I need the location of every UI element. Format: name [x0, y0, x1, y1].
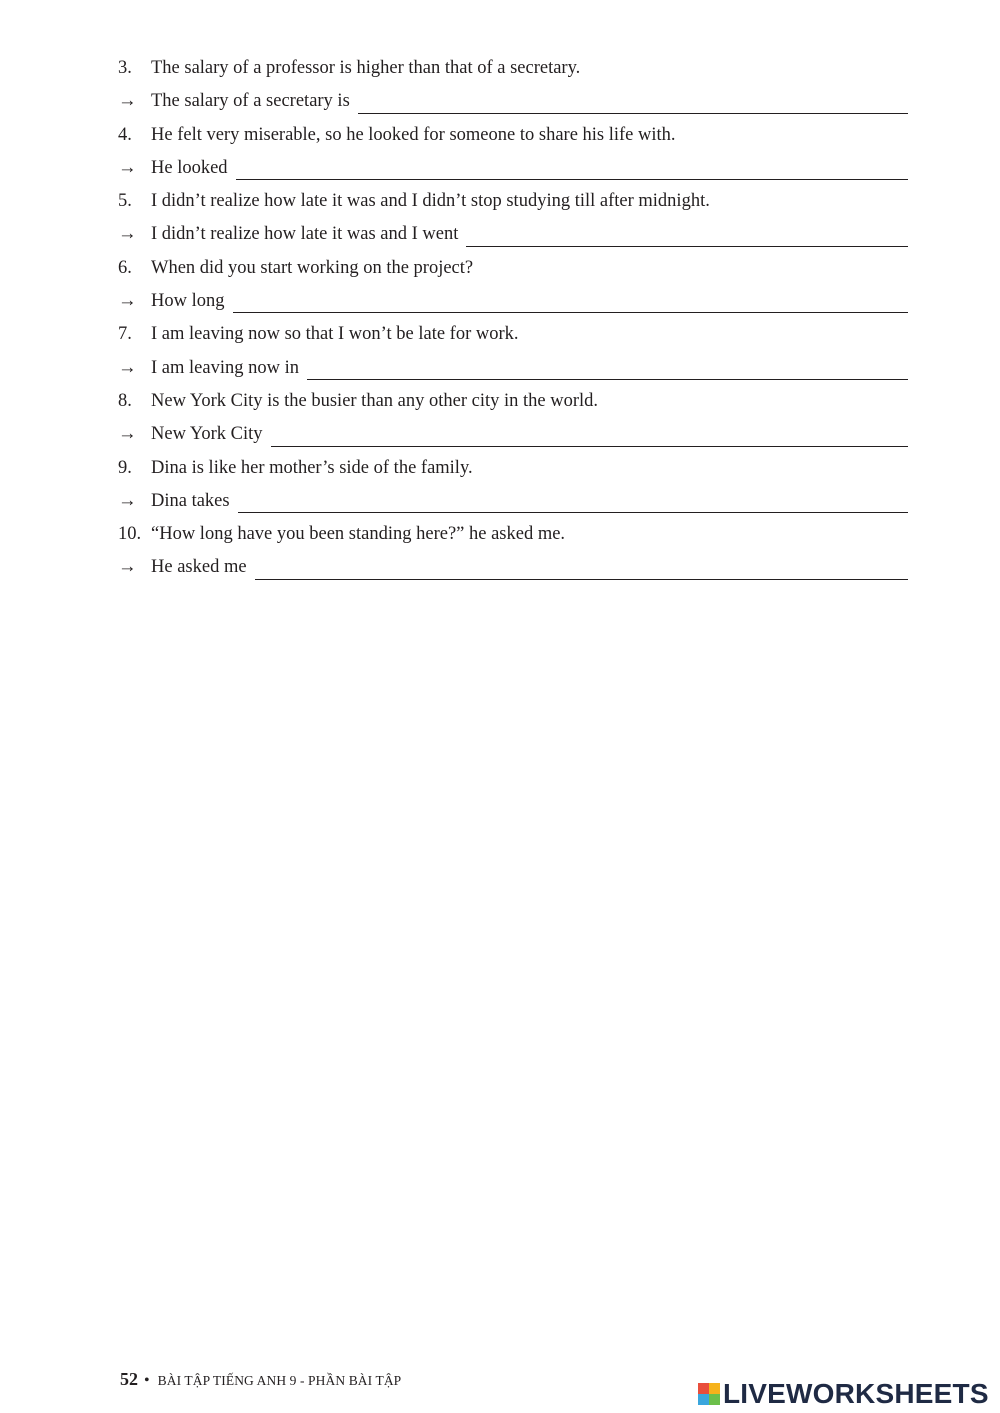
answer-row-9	[118, 491, 908, 524]
arrow-icon: →	[118, 224, 137, 245]
arrow-icon: →	[118, 91, 137, 112]
answer-stem: He looked	[151, 157, 228, 178]
answer-blank[interactable]	[307, 379, 908, 380]
exercise-item-7	[118, 324, 908, 357]
exercise-item-5	[118, 191, 908, 224]
answer-stem: I am leaving now in	[151, 357, 299, 378]
answer-blank[interactable]	[236, 179, 908, 180]
answer-stem: The salary of a secretary is	[151, 91, 350, 112]
exercise-item-6	[118, 258, 908, 291]
answer-row-6	[118, 291, 908, 324]
exercise-item-4	[118, 125, 908, 158]
item-number: 8.	[118, 390, 132, 411]
answer-row-10	[118, 557, 908, 590]
item-number: 3.	[118, 58, 132, 78]
item-number: 6.	[118, 257, 132, 278]
answer-blank[interactable]	[271, 446, 908, 447]
exercise-item-10	[118, 524, 908, 557]
answer-stem: How long	[151, 291, 225, 312]
arrow-icon: →	[118, 424, 137, 445]
book-title: BÀI TẬP TIẾNG ANH 9 - PHẦN BÀI TẬP	[157, 1373, 402, 1388]
arrow-icon: →	[118, 291, 137, 312]
liveworksheets-brand	[698, 1378, 989, 1410]
answer-stem: I didn’t realize how late it was and I went	[151, 224, 459, 245]
exercise-item-8	[118, 391, 908, 424]
arrow-icon: →	[118, 557, 137, 578]
arrow-icon: →	[118, 157, 137, 178]
liveworksheets-logo-icon	[698, 1383, 720, 1405]
item-prompt: He felt very miserable, so he looked for someone to share his life with.	[151, 124, 676, 145]
item-number: 9.	[118, 457, 132, 478]
bullet-icon: •	[144, 1372, 150, 1389]
answer-blank[interactable]	[255, 579, 908, 580]
item-number: 4.	[118, 124, 132, 145]
exercise-item-3	[118, 58, 908, 91]
item-prompt: “How long have you been standing here?” he asked me.	[151, 524, 566, 545]
answer-blank[interactable]	[233, 312, 909, 313]
arrow-icon: →	[118, 357, 137, 378]
arrow-icon: →	[118, 490, 137, 511]
page-footer	[120, 1369, 401, 1390]
answer-blank[interactable]	[466, 246, 908, 247]
item-prompt: I didn’t realize how late it was and I didn’t stop studying till after midnight.	[151, 191, 710, 212]
answer-blank[interactable]	[238, 512, 908, 513]
answer-row-7	[118, 358, 908, 391]
answer-stem: Dina takes	[151, 490, 230, 511]
answer-stem: He asked me	[151, 557, 247, 578]
logo-square-icon	[709, 1383, 720, 1394]
page-number: 52	[120, 1369, 138, 1389]
item-prompt: New York City is the busier than any other city in the world.	[151, 390, 599, 411]
answer-stem: New York City	[151, 424, 263, 445]
answer-row-5	[118, 224, 908, 257]
item-prompt: I am leaving now so that I won’t be late for work.	[151, 324, 519, 345]
logo-square-icon	[709, 1394, 720, 1405]
answer-row-3	[118, 91, 908, 124]
logo-square-icon	[698, 1394, 709, 1405]
item-prompt: When did you start working on the project?	[151, 257, 474, 278]
item-number: 10.	[118, 524, 142, 545]
exercise-item-9	[118, 458, 908, 491]
answer-row-4	[118, 158, 908, 191]
brand-name: LIVEWORKSHEETS	[723, 1378, 989, 1409]
logo-square-icon	[698, 1383, 709, 1394]
item-prompt: The salary of a professor is higher than that of a secretary.	[151, 58, 581, 78]
item-number: 7.	[118, 324, 132, 345]
answer-row-8	[118, 424, 908, 457]
answer-blank[interactable]	[358, 113, 908, 114]
exercise-list	[118, 58, 908, 591]
item-prompt: Dina is like her mother’s side of the family.	[151, 457, 473, 478]
item-number: 5.	[118, 191, 132, 212]
